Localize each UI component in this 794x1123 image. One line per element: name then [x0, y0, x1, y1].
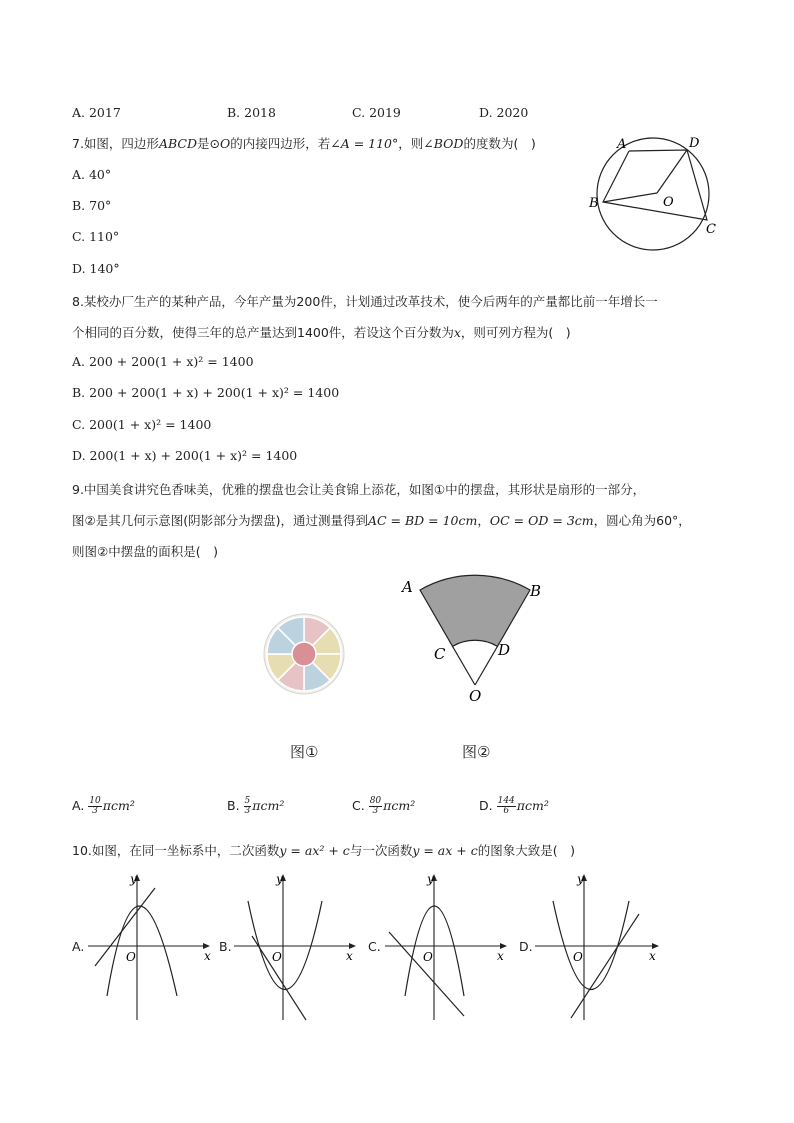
q6-option-d: D. 2020 [479, 105, 529, 120]
q10-stem-math2: y = ax + c [412, 843, 478, 858]
q7-segment-od [657, 150, 687, 193]
q10-graph-c [381, 868, 511, 1028]
q10-option-c-label: C. [368, 939, 381, 954]
q8-option-c: C. 200(1 + x)² = 1400 [72, 417, 212, 432]
q7-stem-suffix: 的度数为( ) [463, 136, 536, 151]
q7-stem-mid1: 是 [196, 136, 210, 151]
q6-option-a: A. 2017 [72, 105, 121, 120]
q9-option-a [72, 797, 135, 816]
q10-option-b-label: B. [219, 939, 232, 954]
parabola [553, 901, 629, 990]
y-axis-label: y [130, 872, 137, 886]
q9-line2-math1: AC = BD = 10cm [367, 513, 478, 528]
q8-option-a: A. 200 + 200(1 + x)² = 1400 [72, 354, 254, 369]
q10-stem-math1: y = ax² + c [279, 843, 350, 858]
q7-label-c: C [706, 222, 716, 237]
q7-label-o: O [663, 195, 674, 210]
q9-stem-line3: 则图②中摆盘的面积是( ) [72, 544, 218, 559]
line [95, 888, 155, 966]
q9-option-a-denominator: 3 [92, 806, 98, 816]
q7-quadrilateral [603, 150, 707, 220]
q9-option-b-letter: B. [227, 798, 240, 813]
q7-stem-mid3: ，则 [398, 136, 424, 151]
q9-line2-prefix: 图②是其几何示意图(阴影部分为摆盘)，通过测量得到 [72, 513, 368, 528]
q9-option-c-unit: πcm² [383, 798, 416, 813]
q8-line2-prefix: 个相同的百分数，使得三年的总产量达到1400件，若设这个百分数为 [72, 325, 454, 340]
q9-plate-center [292, 642, 316, 666]
q7-figure [585, 132, 735, 252]
q7-segment-bo [603, 193, 657, 202]
q8-line2-suffix: ，则可列方程为( ) [460, 325, 571, 340]
q7-label-d: D [689, 136, 700, 151]
origin-label: O [126, 950, 136, 964]
q7-stem-var: ABCD [158, 136, 197, 151]
q7-stem-mid2: 的内接四边形，若 [230, 136, 331, 151]
q9-plate-photo [262, 612, 346, 696]
origin-label: O [573, 950, 583, 964]
q10-graph-d [531, 868, 663, 1028]
q10-stem-suffix: 的图象大致是( ) [477, 843, 575, 858]
q7-option-c: C. 110° [72, 229, 120, 244]
q7-stem-angle-bod: ∠BOD [423, 136, 464, 151]
q9-label-o: O [469, 687, 482, 705]
q9-option-b-unit: πcm² [252, 798, 285, 813]
q9-option-d-denominator: 6 [503, 806, 510, 816]
q9-option-d [479, 797, 549, 816]
line [389, 932, 464, 1016]
q8-option-b: B. 200 + 200(1 + x) + 200(1 + x)² = 1400 [72, 385, 340, 400]
y-axis-label: y [427, 872, 434, 886]
origin-label: O [423, 950, 433, 964]
x-axis-label: x [346, 949, 353, 963]
q10-graph-b [230, 868, 360, 1028]
parabola [107, 906, 177, 996]
q9-option-b-numerator: 5 [244, 796, 251, 806]
q9-option-a-letter: A. [72, 798, 85, 813]
q9-segment-od [475, 646, 498, 685]
q9-sector-figure [398, 570, 548, 705]
q9-option-a-unit: πcm² [102, 798, 135, 813]
q6-option-b: B. 2018 [227, 105, 276, 120]
q9-stem-line2 [72, 511, 691, 529]
q9-caption-fig2: 图② [462, 743, 491, 761]
parabola [248, 901, 322, 990]
q9-option-c-letter: C. [352, 798, 365, 813]
q9-label-b: B [530, 582, 542, 600]
y-axis-label: y [276, 872, 283, 886]
q9-label-d: D [498, 641, 511, 659]
q9-segment-oc [453, 646, 476, 685]
q10-stem [72, 841, 575, 859]
q9-option-b-denominator: 3 [244, 806, 251, 816]
q10-graph-a [84, 868, 214, 1028]
q9-option-c-denominator: 3 [372, 806, 379, 816]
q7-stem-angle-a: ∠A = 110° [330, 136, 399, 151]
q10-stem-prefix: 10.如图，在同一坐标系中，二次函数 [72, 843, 280, 858]
q9-option-d-letter: D. [479, 798, 493, 813]
q9-shaded-region [420, 575, 530, 646]
x-axis-label: x [204, 949, 211, 963]
q8-stem-line1: 8.某校办厂生产的某种产品，今年产量为200件，计划通过改革技术，使今后两年的产量都比前一年增长一 [72, 294, 658, 309]
q9-option-c-numerator: 80 [369, 796, 382, 806]
q9-option-d-numerator: 144 [497, 796, 515, 806]
line [571, 914, 639, 1018]
q9-stem-line1: 9.中国美食讲究色香味美，优雅的摆盘也会让美食锦上添花，如图①中的摆盘，其形状是扇形的一部分， [72, 482, 646, 497]
q8-option-d: D. 200(1 + x) + 200(1 + x)² = 1400 [72, 448, 298, 463]
q8-line2-var: x [453, 325, 461, 340]
q7-stem-prefix: 7.如图，四边形 [72, 136, 159, 151]
q9-caption-fig1: 图① [290, 743, 319, 761]
q9-line2-sep: ， [477, 513, 490, 528]
q7-option-b: B. 70° [72, 198, 112, 213]
q7-circle-symbol: ⊙ [209, 136, 220, 151]
q7-option-d: D. 140° [72, 261, 120, 276]
origin-label: O [272, 950, 282, 964]
q8-stem-line2 [72, 323, 571, 341]
q7-label-b: B [589, 196, 599, 211]
q9-label-c: C [434, 645, 446, 663]
x-axis-label: x [497, 949, 504, 963]
q9-option-a-numerator: 10 [89, 796, 101, 806]
q9-option-c [352, 797, 415, 816]
q7-stem-o: O [219, 136, 231, 151]
q10-stem-mid: 与一次函数 [349, 843, 413, 858]
q9-option-d-unit: πcm² [516, 798, 549, 813]
q7-stem [72, 134, 536, 152]
q10-option-d-label: D. [519, 939, 533, 954]
q9-option-b [227, 797, 284, 816]
q9-line2-suffix: ，圆心角为60°， [593, 513, 691, 528]
q9-label-a: A [402, 578, 413, 596]
q7-option-a: A. 40° [72, 167, 112, 182]
q9-line2-math2: OC = OD = 3cm [489, 513, 594, 528]
q7-label-a: A [617, 137, 627, 152]
x-axis-label: x [649, 949, 656, 963]
q6-option-c: C. 2019 [352, 105, 401, 120]
y-axis-label: y [577, 872, 584, 886]
q10-option-a-label: A. [72, 939, 85, 954]
